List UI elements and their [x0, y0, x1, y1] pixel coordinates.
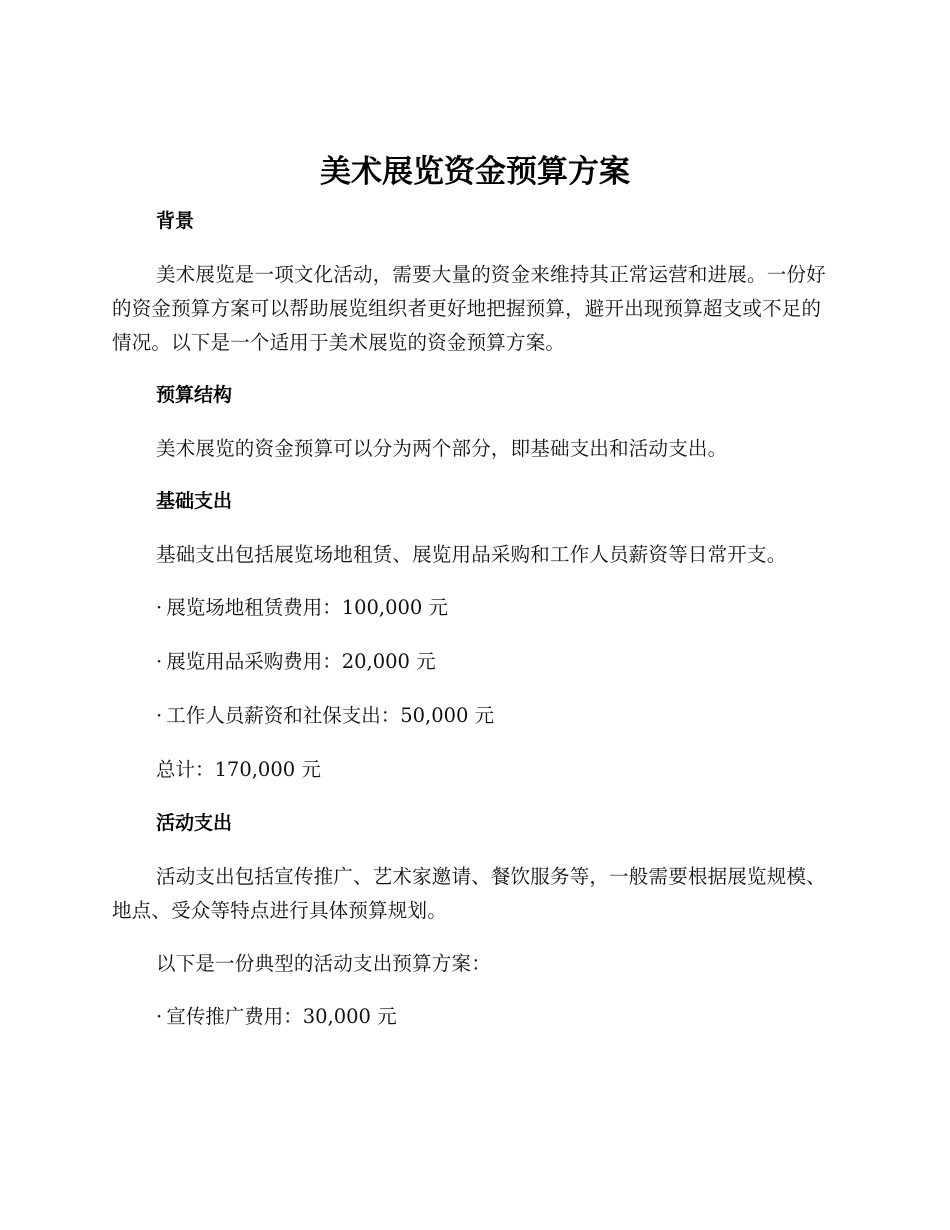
background-paragraph: 美术展览是一项文化活动，需要大量的资金来维持其正常运营和进展。一份好的资金预算方案可以帮助展览组织者更好地把握预算，避开出现预算超支或不足的情况。以下是一个适用于美术展览的资金预算方案。: [112, 263, 826, 354]
section-heading-background: 背景: [156, 210, 195, 232]
bullet-icon: ·: [156, 1005, 163, 1028]
list-item: [112, 1000, 832, 1034]
list-item: [112, 591, 832, 625]
bullet-icon: ·: [156, 596, 163, 619]
list-item-text: 展览用品采购费用：20,000 元: [166, 650, 436, 673]
document-body: [112, 197, 832, 1054]
basic-paragraph: 基础支出包括展览场地租赁、展览用品采购和工作人员薪资等日常开支。: [156, 543, 787, 566]
section-heading-basic: 基础支出: [156, 490, 233, 512]
bullet-icon: ·: [156, 650, 163, 673]
document-title: 美术展览资金预算方案: [320, 154, 630, 190]
list-item-text: 工作人员薪资和社保支出：50,000 元: [166, 704, 495, 727]
list-item-text: 宣传推广费用：30,000 元: [166, 1005, 397, 1028]
activity-intro-paragraph: 以下是一份典型的活动支出预算方案：: [156, 952, 491, 975]
list-item-text: 展览场地租赁费用：100,000 元: [166, 596, 449, 619]
structure-paragraph: 美术展览的资金预算可以分为两个部分，即基础支出和活动支出。: [156, 437, 728, 460]
activity-paragraph: 活动支出包括宣传推广、艺术家邀请、餐饮服务等，一般需要根据展览规模、地点、受众等特点进行具体预算规划。: [112, 865, 826, 922]
bullet-icon: ·: [156, 704, 163, 727]
section-heading-structure: 预算结构: [156, 384, 233, 406]
section-heading-activity: 活动支出: [156, 812, 233, 834]
list-item: [112, 645, 832, 679]
basic-total: 总计：170,000 元: [156, 758, 321, 781]
list-item: [112, 699, 832, 733]
